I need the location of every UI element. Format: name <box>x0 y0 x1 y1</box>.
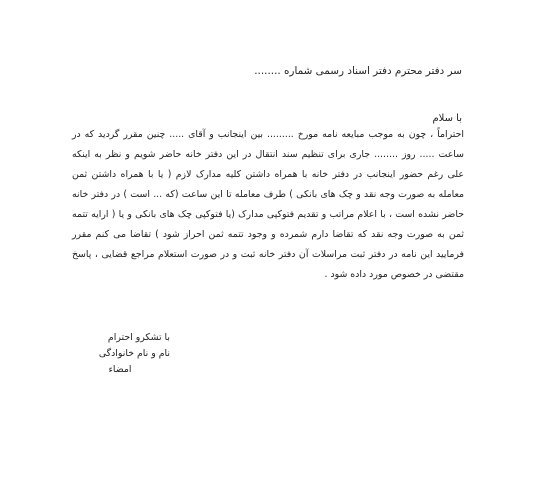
greeting-text: با سلام <box>432 113 462 124</box>
closing-text: با تشکرو احترام <box>107 332 170 343</box>
letter-heading: سر دفتر محترم دفتر اسناد رسمی شماره ........ <box>254 65 462 77</box>
sign-label: امضاء <box>108 364 132 375</box>
name-label: نام و نام خانوادگی <box>98 348 170 359</box>
letter-body: احتراماً ، چون به موجب مبایعه نامه مورخ ......... بین اینجانب و آقای ..... چنین مقرر گردید که در ساعت ..... روز ........ جاری برای تنظیم سند انتقال در این دفتر خانه حاضر شویم و نظر به اینکه علی رغم حضور اینجانب در دفتر خانه با همراه داشتن کلیه مدارک لازم ( یا با همراه داشتن ثمن معامله به صورت وجه نقد و چک های بانکی ) طرف معامله تا این ساعت (که ... است ) در دفتر خانه حاضر نشده است ، با اعلام مراتب و تقدیم فتوکپی مدارک (یا فتوکپی چک های بانکی و یا ( ارایه تتمه ثمن به صورت وجه نقد که تقاضا دارم شمرده و وجود تتمه ثمن احراز شود ) تقاضا می کنم مقرر فرمایید این نامه در دفتر ثبت مراسلات آن دفتر خانه ثبت و در صورت استعلام مراجع قضایی ، پاسخ مقتضی در خصوص مورد داده شود . <box>72 129 464 280</box>
signature-block <box>80 330 170 378</box>
